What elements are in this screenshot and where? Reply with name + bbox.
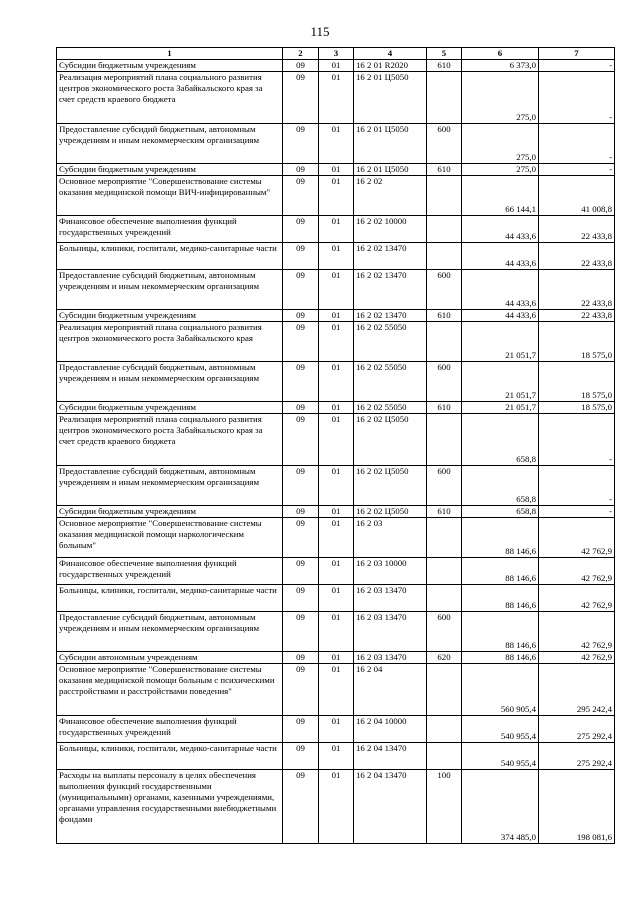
section-code-cell: 09 [283, 558, 319, 585]
subsection-code-cell: 01 [319, 585, 354, 612]
amount-col7-cell: 42 762,9 [539, 518, 615, 558]
section-code-cell: 09 [283, 243, 319, 270]
amount-col7-cell: 42 762,9 [539, 558, 615, 585]
target-article-cell: 16 2 02 55050 [354, 322, 427, 362]
section-code-cell: 09 [283, 652, 319, 664]
amount-col7-cell: 42 762,9 [539, 652, 615, 664]
amount-col6-cell: 540 955,4 [462, 743, 539, 770]
amount-col6-cell: 44 433,6 [462, 216, 539, 243]
amount-col6-cell: 21 051,7 [462, 322, 539, 362]
target-article-cell: 16 2 01 R2020 [354, 60, 427, 72]
amount-col6-cell: 6 373,0 [462, 60, 539, 72]
expense-type-cell: 610 [427, 402, 462, 414]
section-code-cell: 09 [283, 322, 319, 362]
target-article-cell: 16 2 02 [354, 176, 427, 216]
table-row [57, 585, 615, 612]
target-article-cell: 16 2 02 10000 [354, 216, 427, 243]
expense-type-cell [427, 743, 462, 770]
amount-col6-cell: 88 146,6 [462, 585, 539, 612]
table-row [57, 414, 615, 466]
expense-type-cell [427, 243, 462, 270]
amount-col7-cell: - [539, 72, 615, 124]
page-number: 115 [310, 24, 330, 39]
amount-col6-cell: 275,0 [462, 124, 539, 164]
table-row [57, 743, 615, 770]
budget-table [56, 47, 615, 844]
section-code-cell: 09 [283, 402, 319, 414]
header-cell-2: 2 [283, 48, 319, 60]
table-row [57, 270, 615, 310]
expense-name-cell: Реализация мероприятий плана социального развития центров экономического роста Забайкальского края за счет средств краевого бюджета [57, 414, 283, 466]
subsection-code-cell: 01 [319, 506, 354, 518]
expense-type-cell: 620 [427, 652, 462, 664]
subsection-code-cell: 01 [319, 518, 354, 558]
header-cell-7: 7 [539, 48, 615, 60]
target-article-cell: 16 2 04 13470 [354, 743, 427, 770]
expense-type-cell: 600 [427, 612, 462, 652]
target-article-cell: 16 2 01 Ц5050 [354, 124, 427, 164]
section-code-cell: 09 [283, 743, 319, 770]
amount-col6-cell: 88 146,6 [462, 558, 539, 585]
target-article-cell: 16 2 04 [354, 664, 427, 716]
expense-name-cell: Основное мероприятие "Совершенствование системы оказания медицинской помощи ВИЧ-инфицированным" [57, 176, 283, 216]
table-row [57, 243, 615, 270]
target-article-cell: 16 2 03 10000 [354, 558, 427, 585]
subsection-code-cell: 01 [319, 124, 354, 164]
amount-col7-cell: 198 081,6 [539, 770, 615, 844]
table-row [57, 770, 615, 844]
subsection-code-cell: 01 [319, 270, 354, 310]
amount-col7-cell: 18 575,0 [539, 322, 615, 362]
subsection-code-cell: 01 [319, 716, 354, 743]
section-code-cell: 09 [283, 124, 319, 164]
expense-type-cell [427, 585, 462, 612]
section-code-cell: 09 [283, 310, 319, 322]
amount-col6-cell: 44 433,6 [462, 270, 539, 310]
header-cell-1: 1 [57, 48, 283, 60]
subsection-code-cell: 01 [319, 770, 354, 844]
table-row [57, 466, 615, 506]
expense-name-cell: Субсидии бюджетным учреждениям [57, 164, 283, 176]
target-article-cell: 16 2 04 10000 [354, 716, 427, 743]
section-code-cell: 09 [283, 770, 319, 844]
subsection-code-cell: 01 [319, 60, 354, 72]
expense-type-cell [427, 176, 462, 216]
expense-type-cell [427, 216, 462, 243]
subsection-code-cell: 01 [319, 664, 354, 716]
section-code-cell: 09 [283, 176, 319, 216]
table-row [57, 716, 615, 743]
amount-col6-cell: 275,0 [462, 72, 539, 124]
section-code-cell: 09 [283, 716, 319, 743]
amount-col7-cell: 275 292,4 [539, 743, 615, 770]
amount-col7-cell: 42 762,9 [539, 585, 615, 612]
amount-col7-cell: 18 575,0 [539, 402, 615, 414]
target-article-cell: 16 2 02 55050 [354, 402, 427, 414]
expense-name-cell: Финансовое обеспечение выполнения функций государственных учреждений [57, 716, 283, 743]
expense-type-cell [427, 518, 462, 558]
expense-name-cell: Предоставление субсидий бюджетным, автономным учреждениям и иным некоммерческим организациям [57, 270, 283, 310]
amount-col6-cell: 540 955,4 [462, 716, 539, 743]
header-cell-6: 6 [462, 48, 539, 60]
target-article-cell: 16 2 02 Ц5050 [354, 414, 427, 466]
subsection-code-cell: 01 [319, 164, 354, 176]
amount-col7-cell: 18 575,0 [539, 362, 615, 402]
table-row [57, 402, 615, 414]
section-code-cell: 09 [283, 270, 319, 310]
expense-type-cell: 610 [427, 506, 462, 518]
section-code-cell: 09 [283, 362, 319, 402]
expense-name-cell: Реализация мероприятий плана социального развития центров экономического роста Забайкальского края [57, 322, 283, 362]
target-article-cell: 16 2 02 Ц5050 [354, 466, 427, 506]
expense-name-cell: Основное мероприятие "Совершенствование системы оказания медицинской помощи наркологическим больным" [57, 518, 283, 558]
expense-name-cell: Реализация мероприятий плана социального развития центров экономического роста Забайкальского края за счет средств краевого бюджета [57, 72, 283, 124]
subsection-code-cell: 01 [319, 72, 354, 124]
subsection-code-cell: 01 [319, 558, 354, 585]
amount-col7-cell: 295 242,4 [539, 664, 615, 716]
table-header-row [57, 48, 615, 60]
subsection-code-cell: 01 [319, 743, 354, 770]
subsection-code-cell: 01 [319, 310, 354, 322]
expense-name-cell: Субсидии бюджетным учреждениям [57, 310, 283, 322]
target-article-cell: 16 2 02 13470 [354, 310, 427, 322]
table-row [57, 362, 615, 402]
table-row [57, 72, 615, 124]
section-code-cell: 09 [283, 164, 319, 176]
expense-name-cell: Больницы, клиники, госпитали, медико-санитарные части [57, 243, 283, 270]
section-code-cell: 09 [283, 612, 319, 652]
section-code-cell: 09 [283, 216, 319, 243]
subsection-code-cell: 01 [319, 362, 354, 402]
target-article-cell: 16 2 02 Ц5050 [354, 506, 427, 518]
table-row [57, 164, 615, 176]
target-article-cell: 16 2 02 13470 [354, 243, 427, 270]
amount-col6-cell: 658,8 [462, 466, 539, 506]
section-code-cell: 09 [283, 506, 319, 518]
target-article-cell: 16 2 03 [354, 518, 427, 558]
expense-type-cell: 600 [427, 362, 462, 402]
section-code-cell: 09 [283, 72, 319, 124]
table-row [57, 176, 615, 216]
expense-name-cell: Предоставление субсидий бюджетным, автономным учреждениям и иным некоммерческим организациям [57, 124, 283, 164]
amount-col6-cell: 658,8 [462, 414, 539, 466]
amount-col7-cell: 41 008,8 [539, 176, 615, 216]
amount-col7-cell: - [539, 164, 615, 176]
amount-col7-cell: - [539, 506, 615, 518]
table-row [57, 518, 615, 558]
amount-col6-cell: 658,8 [462, 506, 539, 518]
amount-col6-cell: 44 433,6 [462, 310, 539, 322]
amount-col6-cell: 88 146,6 [462, 518, 539, 558]
subsection-code-cell: 01 [319, 414, 354, 466]
target-article-cell: 16 2 02 55050 [354, 362, 427, 402]
amount-col7-cell: 42 762,9 [539, 612, 615, 652]
expense-type-cell: 600 [427, 270, 462, 310]
amount-col7-cell: 22 433,8 [539, 270, 615, 310]
expense-type-cell: 610 [427, 164, 462, 176]
target-article-cell: 16 2 01 Ц5050 [354, 164, 427, 176]
amount-col6-cell: 560 905,4 [462, 664, 539, 716]
expense-type-cell: 600 [427, 466, 462, 506]
expense-type-cell [427, 558, 462, 585]
expense-name-cell: Предоставление субсидий бюджетным, автономным учреждениям и иным некоммерческим организациям [57, 362, 283, 402]
table-row [57, 558, 615, 585]
table-row [57, 652, 615, 664]
amount-col6-cell: 44 433,6 [462, 243, 539, 270]
target-article-cell: 16 2 01 Ц5050 [354, 72, 427, 124]
header-cell-5: 5 [427, 48, 462, 60]
amount-col7-cell: 22 433,8 [539, 310, 615, 322]
expense-type-cell [427, 414, 462, 466]
expense-name-cell: Предоставление субсидий бюджетным, автономным учреждениям и иным некоммерческим организациям [57, 466, 283, 506]
expense-type-cell [427, 716, 462, 743]
table-row [57, 664, 615, 716]
table-row [57, 124, 615, 164]
section-code-cell: 09 [283, 60, 319, 72]
expense-name-cell: Основное мероприятие "Совершенствование системы оказания медицинской помощи больным с психическими расстройствами и расстройствами поведения" [57, 664, 283, 716]
subsection-code-cell: 01 [319, 466, 354, 506]
amount-col7-cell: 22 433,8 [539, 243, 615, 270]
amount-col7-cell: - [539, 60, 615, 72]
expense-name-cell: Расходы на выплаты персоналу в целях обеспечения выполнения функций государственными (муниципальными) органами, казенными учреждениями, органами управления государственными внебюджетными фондами [57, 770, 283, 844]
amount-col7-cell: - [539, 466, 615, 506]
expense-name-cell: Финансовое обеспечение выполнения функций государственных учреждений [57, 558, 283, 585]
subsection-code-cell: 01 [319, 612, 354, 652]
target-article-cell: 16 2 03 13470 [354, 612, 427, 652]
expense-type-cell: 610 [427, 60, 462, 72]
expense-type-cell: 610 [427, 310, 462, 322]
expense-type-cell: 100 [427, 770, 462, 844]
amount-col7-cell: - [539, 414, 615, 466]
amount-col6-cell: 21 051,7 [462, 362, 539, 402]
amount-col6-cell: 88 146,6 [462, 612, 539, 652]
subsection-code-cell: 01 [319, 322, 354, 362]
subsection-code-cell: 01 [319, 652, 354, 664]
expense-name-cell: Финансовое обеспечение выполнения функций государственных учреждений [57, 216, 283, 243]
subsection-code-cell: 01 [319, 402, 354, 414]
expense-name-cell: Больницы, клиники, госпитали, медико-санитарные части [57, 743, 283, 770]
table-row [57, 216, 615, 243]
table-row [57, 506, 615, 518]
target-article-cell: 16 2 03 13470 [354, 652, 427, 664]
target-article-cell: 16 2 02 13470 [354, 270, 427, 310]
expense-name-cell: Больницы, клиники, госпитали, медико-санитарные части [57, 585, 283, 612]
amount-col6-cell: 275,0 [462, 164, 539, 176]
subsection-code-cell: 01 [319, 176, 354, 216]
header-cell-3: 3 [319, 48, 354, 60]
amount-col6-cell: 88 146,6 [462, 652, 539, 664]
table-row [57, 322, 615, 362]
amount-col6-cell: 374 485,0 [462, 770, 539, 844]
target-article-cell: 16 2 04 13470 [354, 770, 427, 844]
amount-col7-cell: 275 292,4 [539, 716, 615, 743]
expense-name-cell: Субсидии бюджетным учреждениям [57, 506, 283, 518]
amount-col6-cell: 66 144,1 [462, 176, 539, 216]
section-code-cell: 09 [283, 518, 319, 558]
expense-name-cell: Субсидии бюджетным учреждениям [57, 402, 283, 414]
section-code-cell: 09 [283, 585, 319, 612]
subsection-code-cell: 01 [319, 216, 354, 243]
expense-type-cell [427, 664, 462, 716]
section-code-cell: 09 [283, 664, 319, 716]
subsection-code-cell: 01 [319, 243, 354, 270]
amount-col6-cell: 21 051,7 [462, 402, 539, 414]
expense-name-cell: Предоставление субсидий бюджетным, автономным учреждениям и иным некоммерческим организациям [57, 612, 283, 652]
expense-type-cell [427, 322, 462, 362]
header-cell-4: 4 [354, 48, 427, 60]
expense-type-cell [427, 72, 462, 124]
expense-name-cell: Субсидии автономным учреждениям [57, 652, 283, 664]
table-row [57, 310, 615, 322]
expense-name-cell: Субсидии бюджетным учреждениям [57, 60, 283, 72]
amount-col7-cell: - [539, 124, 615, 164]
section-code-cell: 09 [283, 414, 319, 466]
section-code-cell: 09 [283, 466, 319, 506]
table-row [57, 612, 615, 652]
expense-type-cell: 600 [427, 124, 462, 164]
amount-col7-cell: 22 433,8 [539, 216, 615, 243]
table-row [57, 60, 615, 72]
target-article-cell: 16 2 03 13470 [354, 585, 427, 612]
